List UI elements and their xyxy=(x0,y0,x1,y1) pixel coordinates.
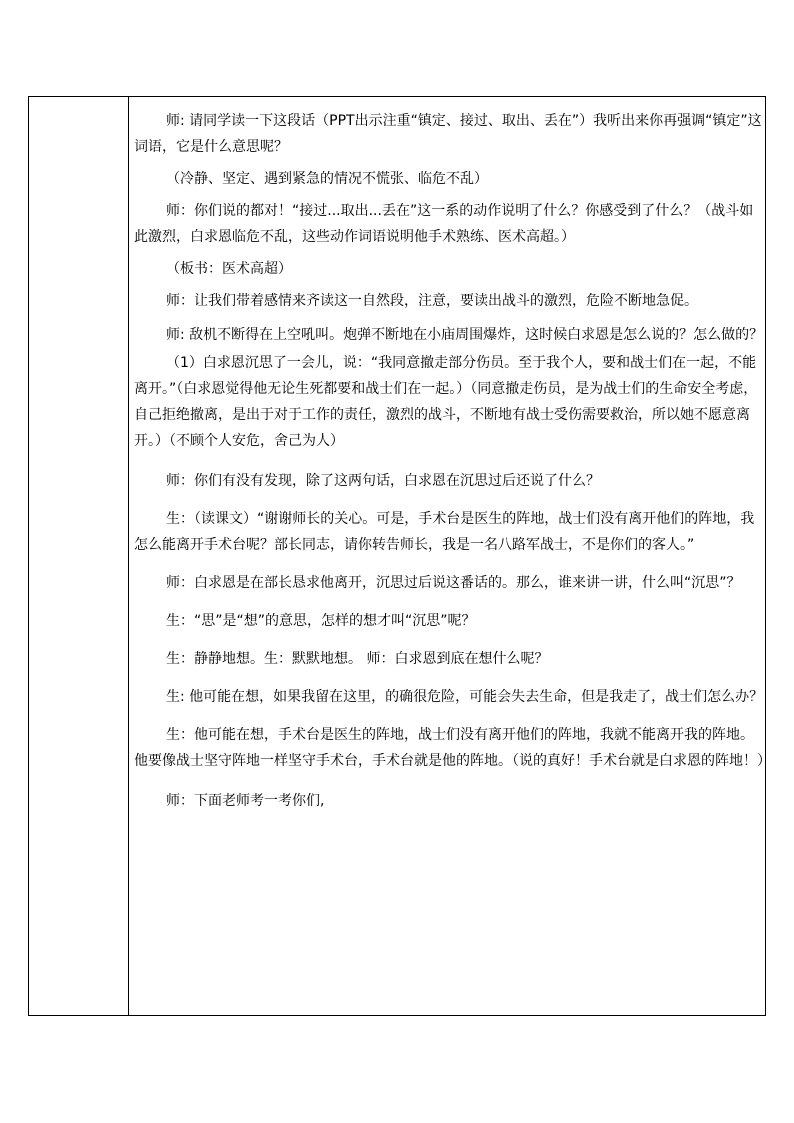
paragraph: 师: 敌机不断得在上空吼叫。炮弹不断地在小庙周围爆炸，这时候白求恩是怎么说的？怎么做的？ xyxy=(166,327,764,343)
paragraph: 师: 请同学读一下这段话（PPT出示注重“镇定、接过、取出、丢在”）我听出来你再强调“镇定”这词语，它是什么意思呢？ xyxy=(134,113,762,155)
paragraph: 师：你们说的都对！“接过...取出...丢在”这一系的动作说明了什么？你感受到了什么？（战斗如此激烈，白求恩临危不乱，这些动作词语说明他手术熟练、医术高超。） xyxy=(134,203,754,245)
paragraph: （1）白求恩沉思了一会儿，说：“我同意撤走部分伤员。至于我个人，要和战士们在一起，不能离开。”（白求恩觉得他无论生死都要和战士们在一起。）（同意撤走伤员，是为战士们的生命安全考虑，自己拒绝撤离，是出于对于工作的责任，激烈的战斗，不断地有战士受伤需要救治，所以她不愿意离开。）（不顾个人安危，舍己为人） xyxy=(134,355,758,449)
paragraph: 生：静静地想。生：默默地想。 师：白求恩到底在想什么呢？ xyxy=(166,651,549,667)
paragraph: （板书：医术高超） xyxy=(166,261,292,277)
paragraph: 生：“思”是“想”的意思，怎样的想才叫“沉思”呢？ xyxy=(166,613,476,629)
paragraph: 生：他可能在想，手术台是医生的阵地，战士们没有离开他们的阵地，我就不能离开我的阵地。他要像战士坚守阵地一样坚守手术台，手术台就是他的阵地。（说的真好！手术台就是白求恩的阵地！） xyxy=(134,727,771,769)
column-divider xyxy=(128,96,129,1016)
paragraph: 生：（读课文）“谢谢师长的关心。可是，手术台是医生的阵地，战士们没有离开他们的阵地，我怎么能离开手术台呢？部长同志，请你转告师长，我是一名八路军战士，不是你们的客人。” xyxy=(134,511,755,553)
lesson-content xyxy=(134,108,771,814)
paragraph: （冷静、坚定、遇到紧急的情况不慌张、临危不乱） xyxy=(166,171,488,187)
paragraph: 师：让我们带着感情来齐读这一自然段，注意，要读出战斗的激烈，危险不断地急促。 xyxy=(166,293,698,309)
paragraph: 师：白求恩是在部长恳求他离开，沉思过后说这番话的。那么，谁来讲一讲，什么叫“沉思”？ xyxy=(166,575,741,591)
paragraph: 师：下面老师考一考你们, xyxy=(166,793,325,809)
paragraph: 师：你们有没有发现，除了这两句话，白求恩在沉思过后还说了什么？ xyxy=(166,473,600,489)
paragraph: 生: 他可能在想，如果我留在这里，的确很危险，可能会失去生命，但是我走了，战士们怎么办？ xyxy=(166,689,764,705)
